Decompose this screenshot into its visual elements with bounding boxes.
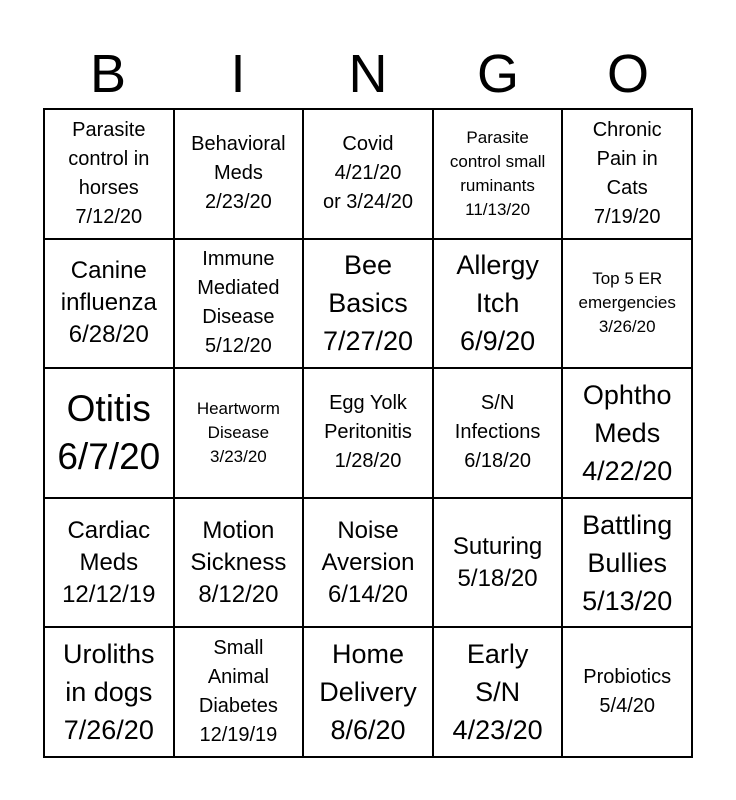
bingo-cell[interactable]: [303, 109, 433, 239]
bingo-cell-line: Motion: [202, 516, 275, 544]
header-letter-o: O: [606, 44, 649, 104]
bingo-cell-line: Immune: [202, 248, 275, 271]
bingo-cell-line: Meds: [213, 162, 263, 185]
bingo-cell-line: Small: [213, 637, 264, 660]
bingo-cell-line: Covid: [342, 133, 394, 156]
bingo-cell-line: Noise: [337, 516, 399, 544]
bingo-card-grid: [43, 108, 693, 758]
bingo-cell-line: Heartworm: [196, 398, 280, 418]
bingo-cell-line: Mediated: [197, 277, 280, 300]
bingo-cell-line: 8/6/20: [330, 715, 406, 746]
bingo-cell[interactable]: [562, 498, 692, 628]
bingo-cell-line: Aversion: [321, 548, 415, 576]
bingo-cell-line: 4/23/20: [452, 715, 543, 746]
header-letter-g: G: [476, 44, 519, 104]
bingo-cell-line: 7/27/20: [322, 326, 414, 357]
bingo-cell-line: Uroliths: [63, 639, 155, 670]
bingo-cell-line: Probiotics: [583, 666, 672, 689]
bingo-cell-line: 4/21/20: [334, 162, 402, 185]
bingo-cell-line: 4/22/20: [582, 455, 673, 486]
bingo-cell[interactable]: [174, 368, 304, 498]
bingo-cell-line: 5/13/20: [582, 585, 673, 616]
bingo-cell-line: 7/19/20: [593, 205, 661, 228]
bingo-cell-line: 3/23/20: [210, 446, 267, 466]
bingo-cell[interactable]: [44, 109, 174, 239]
bingo-cell-line: Bullies: [587, 547, 667, 578]
bingo-cell-line: Delivery: [319, 677, 417, 708]
bingo-cell-line: Early: [466, 639, 529, 670]
bingo-cell-line: 12/19/19: [199, 724, 278, 747]
bingo-cell-line: 3/26/20: [598, 317, 656, 337]
bingo-cell-line: Ophtho: [582, 379, 672, 410]
bingo-cell[interactable]: [562, 627, 692, 757]
bingo-cell[interactable]: [433, 109, 563, 239]
bingo-cell[interactable]: [44, 627, 174, 757]
bingo-cell-line: Diabetes: [198, 695, 278, 718]
bingo-cell[interactable]: [562, 239, 692, 369]
bingo-cell[interactable]: [303, 239, 433, 369]
bingo-cell-line: Pain in: [596, 147, 658, 170]
bingo-cell-line: emergencies: [578, 293, 676, 313]
bingo-cell-line: or 3/24/20: [322, 191, 414, 214]
header-letter-n: N: [348, 44, 388, 104]
bingo-cell-line: Basics: [328, 288, 408, 319]
bingo-cell-line: S/N: [475, 677, 521, 708]
bingo-cell[interactable]: [562, 368, 692, 498]
bingo-cell-line: 1/28/20: [334, 450, 402, 473]
bingo-cell-line: 5/18/20: [457, 564, 538, 592]
bingo-cell-line: Cats: [606, 176, 648, 199]
bingo-cell-line: 11/13/20: [465, 199, 531, 219]
bingo-cell[interactable]: [433, 239, 563, 369]
bingo-cell[interactable]: [433, 368, 563, 498]
bingo-cell[interactable]: [44, 239, 174, 369]
bingo-cell-line: Animal: [207, 666, 269, 689]
bingo-cell-line: Sickness: [190, 548, 287, 576]
bingo-cell-line: control small: [449, 151, 546, 171]
bingo-cell-line: Peritonitis: [324, 421, 412, 444]
bingo-cell-line: 5/12/20: [205, 335, 272, 358]
bingo-cell-line: 6/7/20: [57, 435, 161, 477]
bingo-cell-line: Infections: [454, 421, 541, 444]
bingo-cell-line: Parasite: [72, 118, 146, 141]
bingo-cell[interactable]: [433, 498, 563, 628]
bingo-cell-line: Parasite: [466, 127, 529, 147]
bingo-cell-line: Egg Yolk: [329, 392, 407, 415]
bingo-cell-line: Meds: [79, 548, 139, 576]
bingo-cell-line: Disease: [207, 422, 270, 442]
bingo-cell-line: Behavioral: [191, 133, 286, 156]
bingo-cell[interactable]: [44, 368, 174, 498]
bingo-cell-line: 8/12/20: [198, 580, 279, 608]
bingo-cell-line: in dogs: [65, 677, 153, 708]
header-letter-b: B: [89, 44, 127, 104]
bingo-cell-line: 12/12/19: [62, 580, 156, 608]
bingo-cell-line: Otitis: [66, 387, 151, 429]
bingo-cell-line: control in: [68, 147, 150, 170]
bingo-cell-line: Allergy: [456, 250, 539, 281]
bingo-cell-line: Itch: [475, 288, 520, 319]
bingo-cell-line: Chronic: [592, 118, 662, 141]
bingo-cell-line: ruminants: [460, 175, 535, 195]
bingo-cell-line: Bee: [343, 250, 393, 281]
bingo-cell-line: Cardiac: [67, 516, 151, 544]
header-letter-i: I: [230, 44, 246, 104]
bingo-cell-line: 7/12/20: [75, 205, 143, 228]
bingo-cell-line: Disease: [202, 306, 275, 329]
bingo-cell[interactable]: [44, 498, 174, 628]
bingo-cell-line: 6/14/20: [327, 580, 409, 608]
bingo-cell-line: Suturing: [452, 532, 543, 560]
bingo-cell-line: Top 5 ER: [592, 269, 663, 289]
bingo-cell-line: Canine: [70, 257, 147, 285]
bingo-header: [43, 40, 693, 108]
bingo-cell-line: Meds: [594, 417, 661, 448]
bingo-cell[interactable]: [174, 239, 304, 369]
bingo-cell[interactable]: [174, 627, 304, 757]
bingo-cell-line: 5/4/20: [599, 695, 655, 718]
bingo-cell-line: horses: [78, 176, 139, 199]
bingo-cell-line: 6/28/20: [68, 321, 149, 349]
bingo-cell-line: influenza: [60, 289, 157, 317]
bingo-cell[interactable]: [433, 627, 563, 757]
bingo-cell[interactable]: [174, 109, 304, 239]
bingo-cell-line: 7/26/20: [63, 715, 154, 746]
bingo-cell-line: S/N: [480, 392, 515, 415]
bingo-cell[interactable]: [562, 109, 692, 239]
bingo-cell[interactable]: [303, 368, 433, 498]
bingo-cell-line: Battling: [582, 509, 673, 540]
bingo-cell[interactable]: [303, 627, 433, 757]
bingo-cell-line: 6/9/20: [460, 326, 536, 357]
bingo-cell-line: Home: [331, 639, 404, 670]
bingo-cell-line: 2/23/20: [205, 191, 272, 214]
bingo-cell[interactable]: [174, 498, 304, 628]
bingo-cell-line: 6/18/20: [464, 450, 531, 473]
bingo-cell[interactable]: [303, 498, 433, 628]
